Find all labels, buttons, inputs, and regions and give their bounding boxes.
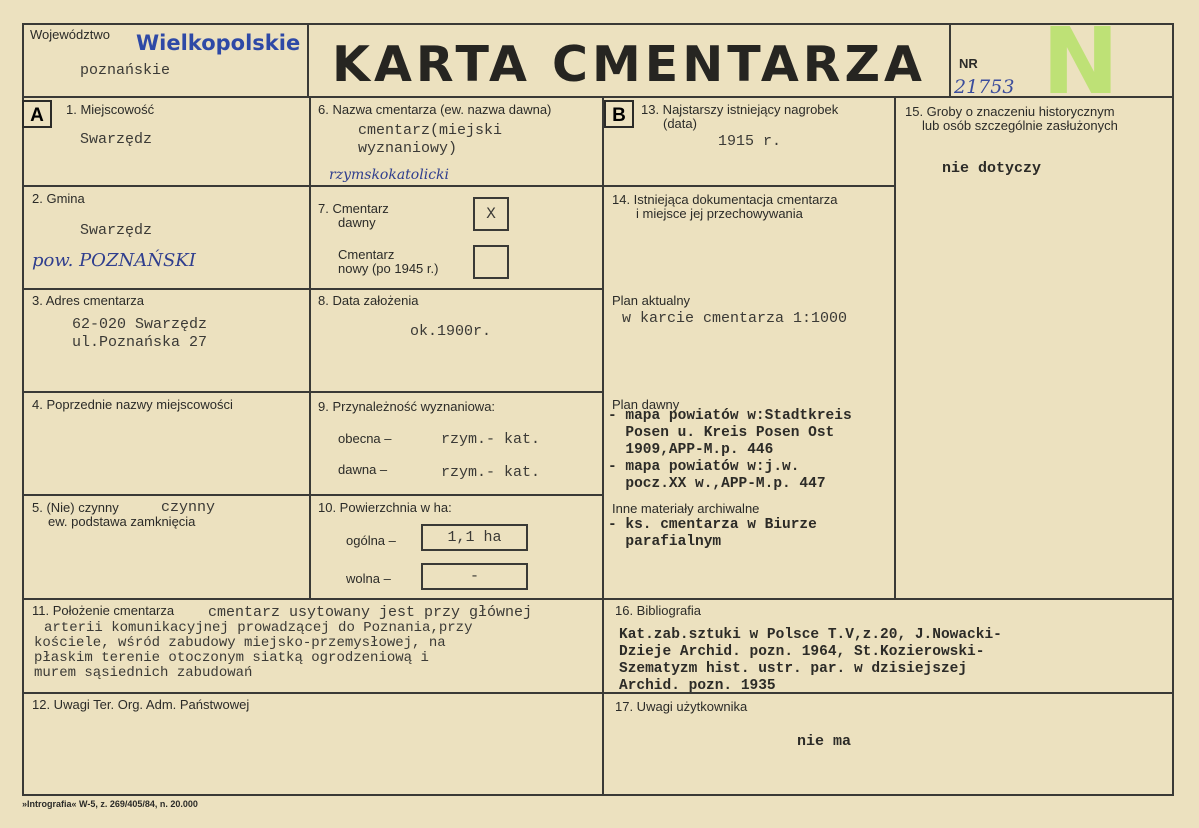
field-11-line-1: cmentarz usytowany jest przy głównej <box>208 604 533 621</box>
field-1-value: Swarzędz <box>80 131 153 148</box>
field-12-label: 12. Uwagi Ter. Org. Adm. Państwowej <box>32 697 250 712</box>
field-14-label-1: 14. Istniejąca dokumentacja cmentarza <box>612 192 838 207</box>
plan-aktualny-value: w karcie cmentarza 1:1000 <box>622 310 848 327</box>
col-divider-3 <box>894 96 896 598</box>
page-title: KARTA CMENTARZA <box>332 36 926 93</box>
field-8-value: ok.1900r. <box>410 323 492 340</box>
row-line-c2-4 <box>309 494 604 496</box>
row-line-c2-1 <box>309 185 604 187</box>
plan-dawny-label: Plan dawny <box>612 397 680 412</box>
row-line-c1-2 <box>22 288 311 290</box>
section-a-marker: A <box>22 100 52 128</box>
inne-materialy-label: Inne materiały archiwalne <box>612 501 760 516</box>
field-6-label: 6. Nazwa cmentarza (ew. nazwa dawna) <box>318 102 552 117</box>
field-10-label: 10. Powierzchnia w ha: <box>318 500 452 515</box>
field-6-line-1: cmentarz(miejski <box>358 122 503 139</box>
field-13-value: 1915 r. <box>718 133 782 150</box>
field-1-label: 1. Miejscowość <box>66 102 155 117</box>
wojewodztwo-label: Województwo <box>30 27 110 42</box>
field-17-value: nie ma <box>797 733 852 750</box>
field-11-label: 11. Położenie cmentarza <box>32 603 175 618</box>
col-divider-1 <box>309 96 311 598</box>
field-15-label-2: lub osób szczególnie zasłużonych <box>922 118 1118 133</box>
field-13-label-2: (data) <box>663 116 697 131</box>
field-10-ogolna-label: ogólna – <box>346 533 396 548</box>
plan-dawny-line-5: pocz.XX w.,APP-M.p. 447 <box>608 476 826 492</box>
area-total-field[interactable]: 1,1 ha <box>421 524 528 551</box>
field-2-label: 2. Gmina <box>32 191 85 206</box>
section-b-marker: B <box>604 100 634 128</box>
field-13-label-1: 13. Najstarszy istniejący nagrobek <box>641 102 839 117</box>
row-line-c1-3 <box>22 391 311 393</box>
row-line-full-1 <box>22 598 1174 600</box>
print-footer: »Intrografia« W-5, z. 269/405/84, n. 20.000 <box>22 799 198 809</box>
field-4-label: 4. Poprzednie nazwy miejscowości <box>32 397 233 412</box>
field-5-label-1: 5. (Nie) czynny <box>32 500 119 515</box>
region-stamp: Wielkopolskie <box>136 31 301 55</box>
field-17-label: 17. Uwagi użytkownika <box>615 699 748 714</box>
field-9-obecna-value: rzym.- kat. <box>441 431 541 448</box>
nr-label: NR <box>959 56 978 71</box>
field-11-line-2: arterii komunikacyjnej prowadzącej do Poznania,przy <box>44 620 473 636</box>
field-11-line-4: płaskim terenie otoczonym siatką ogrodzeniową i <box>34 650 429 666</box>
field-3-line-1: 62-020 Swarzędz <box>72 316 208 333</box>
field-16-line-2: Dzieje Archid. pozn. 1964, St.Kozierowski- <box>619 644 985 660</box>
plan-dawny-line-2: Posen u. Kreis Posen Ost <box>608 425 835 441</box>
row-line-c2-2 <box>309 288 604 290</box>
field-7-nowy-label-2: nowy (po 1945 r.) <box>338 261 439 276</box>
field-11-line-3: kościele, wśród zabudowy miejsko-przemysłowej, na <box>34 635 446 651</box>
inne-materialy-line-1: - ks. cmentarza w Biurze <box>608 517 817 533</box>
field-9-label: 9. Przynależność wyznaniowa: <box>318 399 496 414</box>
row-line-c3-1 <box>602 185 896 187</box>
field-16-label: 16. Bibliografia <box>615 603 701 618</box>
field-16-line-1: Kat.zab.sztuki w Polsce T.V,z.20, J.Nowacki- <box>619 627 1002 643</box>
row-line-c1-1 <box>22 185 311 187</box>
field-16-line-4: Archid. pozn. 1935 <box>619 678 776 694</box>
row-line-c1-4 <box>22 494 311 496</box>
wojewodztwo-value: poznańskie <box>80 62 171 79</box>
field-15-label-1: 15. Groby o znaczeniu historycznym <box>905 104 1115 119</box>
inne-materialy-line-2: parafialnym <box>608 534 722 550</box>
field-14-label-2: i miejsce jej przechowywania <box>636 206 803 221</box>
header-sep-left <box>307 23 309 98</box>
corner-letter-stamp: N <box>1042 8 1119 115</box>
nr-value: 21753 <box>954 76 1015 98</box>
cemetery-new-checkbox[interactable] <box>473 245 509 279</box>
field-5-value: czynny <box>161 499 216 516</box>
field-9-obecna-label: obecna – <box>338 431 392 446</box>
cemetery-old-checkbox[interactable]: X <box>473 197 509 231</box>
plan-dawny-line-3: 1909,APP-M.p. 446 <box>608 442 774 458</box>
field-3-label: 3. Adres cmentarza <box>32 293 144 308</box>
area-free-field[interactable]: - <box>421 563 528 590</box>
field-9-dawna-value: rzym.- kat. <box>441 464 541 481</box>
field-6-line-2: wyznaniowy) <box>358 140 458 157</box>
field-11-line-5: murem sąsiednich zabudowań <box>34 665 253 681</box>
field-6-handwritten: rzymskokatolicki <box>329 167 449 183</box>
header-sep-right <box>949 23 951 98</box>
plan-dawny-line-4: - mapa powiatów w:j.w. <box>608 459 800 475</box>
field-5-label-2: ew. podstawa zamknięcia <box>48 514 196 529</box>
field-3-line-2: ul.Poznańska 27 <box>72 334 208 351</box>
field-16-line-3: Szematyzm hist. ustr. par. w dzisiejszej <box>619 661 968 677</box>
row-line-c2-3 <box>309 391 604 393</box>
row-line-full-2 <box>22 692 1174 694</box>
field-2-handwritten: pow. POZNAŃSKI <box>32 250 196 271</box>
field-8-label: 8. Data założenia <box>318 293 419 308</box>
plan-dawny-line-1: - mapa powiatów w:Stadtkreis <box>608 408 852 424</box>
field-15-value: nie dotyczy <box>942 160 1042 177</box>
field-2-value: Swarzędz <box>80 222 153 239</box>
field-9-dawna-label: dawna – <box>338 462 388 477</box>
field-7-nowy-label-1: Cmentarz <box>338 247 395 262</box>
plan-aktualny-label: Plan aktualny <box>612 293 691 308</box>
field-7-dawny-label-2: dawny <box>338 215 376 230</box>
field-7-dawny-label-1: 7. Cmentarz <box>318 201 389 216</box>
field-10-wolna-label: wolna – <box>346 571 391 586</box>
col-divider-2 <box>602 96 604 796</box>
